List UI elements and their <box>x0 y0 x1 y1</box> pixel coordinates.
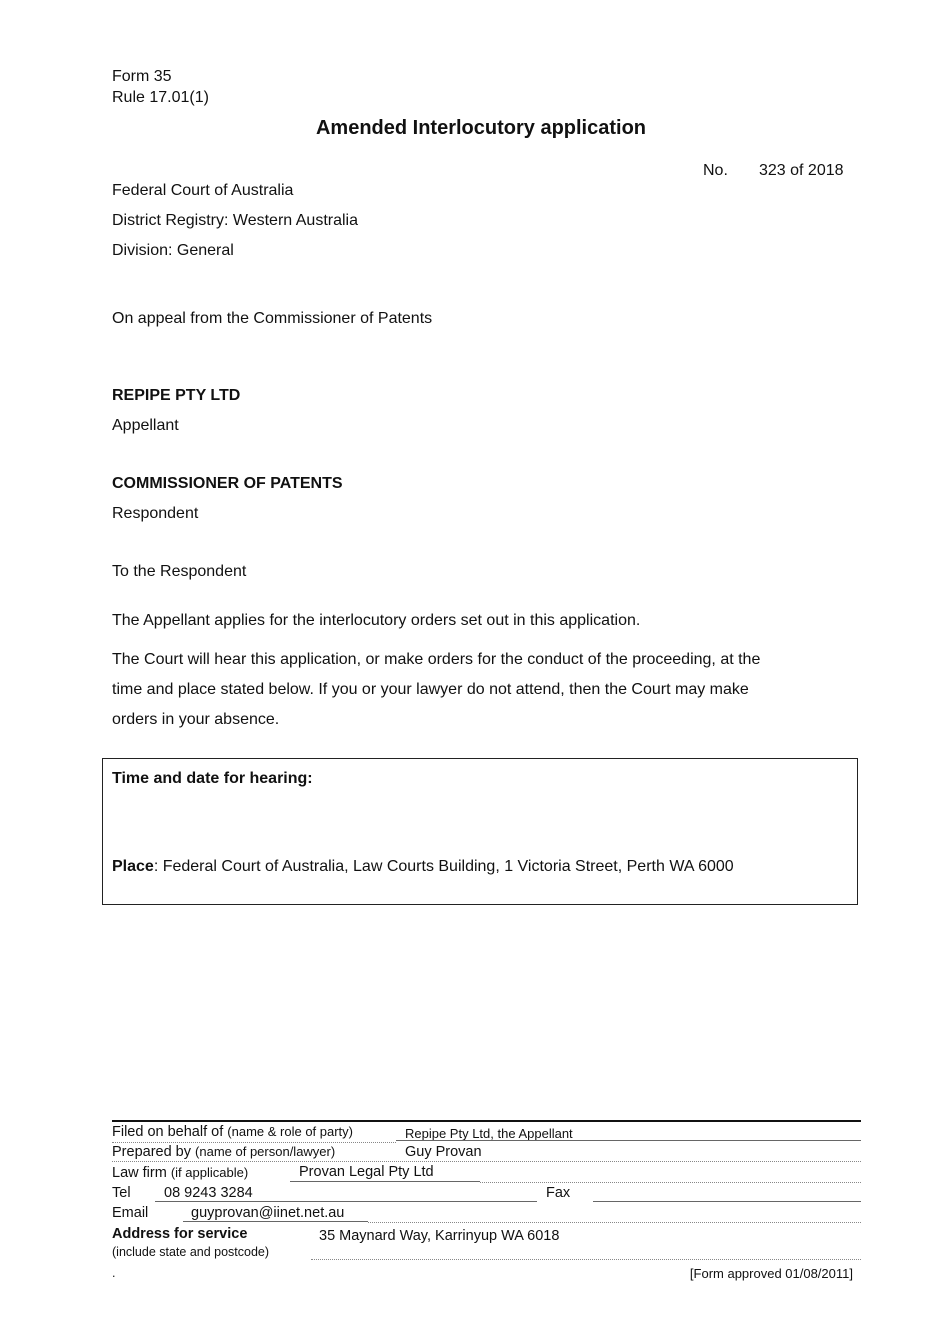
appellant-role: Appellant <box>112 417 179 434</box>
tel-value: 08 9243 3284 <box>164 1185 253 1201</box>
respondent-role: Respondent <box>112 505 199 522</box>
address-value: 35 Maynard Way, Karrinyup WA 6018 <box>319 1228 560 1244</box>
court-name: Federal Court of Australia <box>112 182 294 199</box>
notice-line-3: orders in your absence. <box>112 711 280 728</box>
tel-underline <box>155 1201 537 1202</box>
hearing-time-label: Time and date for hearing: <box>112 770 313 787</box>
court-registry: District Registry: Western Australia <box>112 212 358 229</box>
address-dotted-line <box>311 1259 861 1260</box>
address-label: Address for service <box>112 1226 248 1242</box>
appellant-name: REPIPE PTY LTD <box>112 387 241 404</box>
tel-label: Tel <box>112 1185 131 1201</box>
hearing-place <box>112 858 734 876</box>
filed-underline <box>396 1140 861 1141</box>
footer-dot: . <box>112 1266 116 1280</box>
email-dotted-line <box>368 1222 861 1223</box>
notice-line-1: The Court will hear this application, or make orders for the conduct of the proceeding, at the <box>112 651 761 668</box>
application-statement: The Appellant applies for the interlocutory orders set out in this application. <box>112 612 641 629</box>
case-no-value: 323 of 2018 <box>759 162 844 179</box>
prepared-hint: (name of person/lawyer) <box>195 1144 336 1159</box>
fax-label: Fax <box>546 1185 571 1201</box>
prepared-by-value: Guy Provan <box>405 1144 482 1160</box>
filed-on-behalf-value: Repipe Pty Ltd, the Appellant <box>405 1126 573 1141</box>
email-underline <box>183 1221 368 1222</box>
email-value: guyprovan@iinet.net.au <box>191 1205 345 1221</box>
filed-label-text: Filed on behalf of <box>112 1124 224 1140</box>
footer-top-rule <box>112 1120 861 1122</box>
notice-line-2: time and place stated below. If you or your lawyer do not attend, then the Court may make <box>112 681 749 698</box>
fax-underline <box>593 1201 861 1202</box>
address-hint: (include state and postcode) <box>112 1245 270 1259</box>
prepared-by-label <box>112 1144 335 1160</box>
firm-label-text: Law firm <box>112 1165 167 1181</box>
prepared-label-text: Prepared by <box>112 1144 191 1160</box>
court-division: Division: General <box>112 242 234 259</box>
case-no-label: No. <box>703 162 728 179</box>
form-number: Form 35 <box>112 68 172 85</box>
filed-hint: (name & role of party) <box>227 1124 353 1139</box>
firm-hint: (if applicable) <box>170 1165 249 1180</box>
appeal-line: On appeal from the Commissioner of Patents <box>112 310 433 327</box>
hearing-place-label: Place <box>112 858 154 875</box>
law-firm-value: Provan Legal Pty Ltd <box>299 1164 434 1180</box>
firm-dotted-line <box>480 1182 861 1183</box>
email-label: Email <box>112 1205 149 1221</box>
filed-dotted-line <box>112 1142 396 1143</box>
filed-on-behalf-label <box>112 1124 353 1140</box>
respondent-name: COMMISSIONER OF PATENTS <box>112 475 343 492</box>
rule-number: Rule 17.01(1) <box>112 89 209 106</box>
prepared-dotted-line <box>112 1161 861 1162</box>
addressee: To the Respondent <box>112 563 247 580</box>
page-title: Amended Interlocutory application <box>315 117 647 139</box>
law-firm-label <box>112 1165 248 1181</box>
form-approved-note: [Form approved 01/08/2011] <box>689 1266 853 1281</box>
hearing-place-value: : Federal Court of Australia, Law Courts Building, 1 Victoria Street, Perth WA 6000 <box>153 858 734 875</box>
firm-underline <box>290 1181 480 1182</box>
